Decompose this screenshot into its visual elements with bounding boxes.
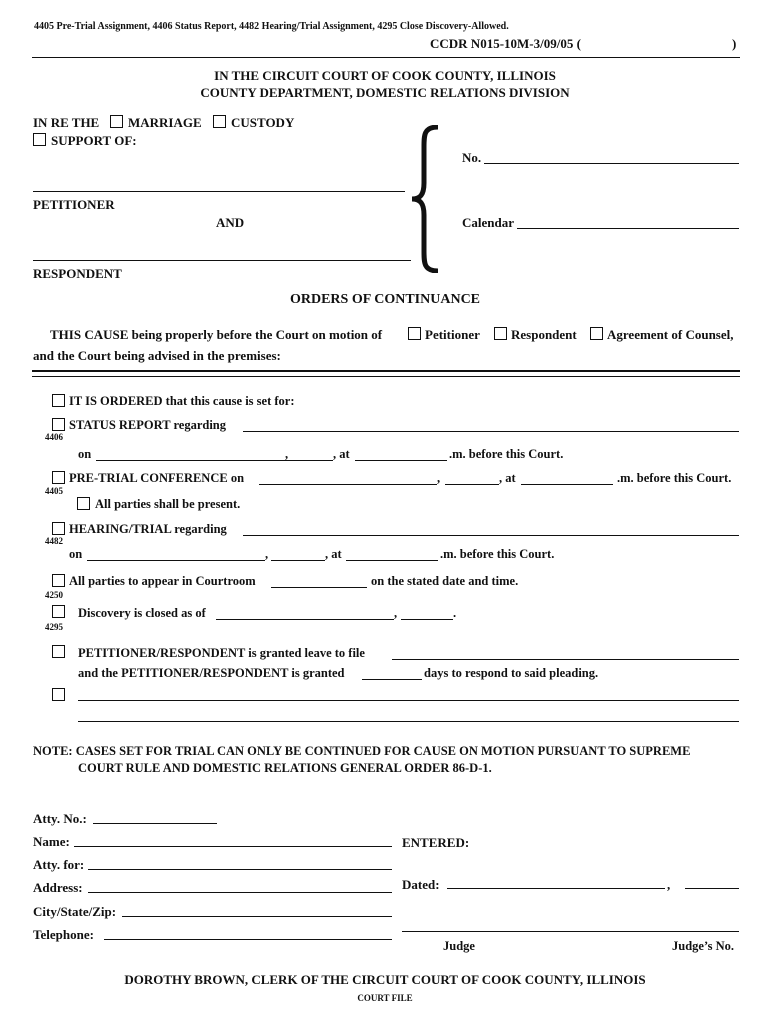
- hearing-trial-checkbox[interactable]: [52, 522, 65, 535]
- courtroom-label: All parties to appear in Courtroom: [69, 574, 256, 588]
- case-no-label: No.: [462, 150, 482, 165]
- discovery-period: .: [453, 606, 457, 620]
- status-m-before: .m. before this Court.: [449, 447, 564, 461]
- discovery-checkbox[interactable]: [52, 605, 65, 618]
- dated-comma: ,: [667, 877, 671, 892]
- leave-to-file-label: PETITIONER/RESPONDENT is granted leave to file: [78, 646, 365, 660]
- motion-line2: and the Court being advised in the premises:: [33, 348, 281, 363]
- pretrial-label: PRE-TRIAL CONFERENCE on: [69, 471, 245, 485]
- hearing-time-field[interactable]: [346, 560, 438, 561]
- status-comma: ,: [285, 447, 289, 461]
- header-rule: [32, 57, 740, 58]
- petitioner-label: PETITIONER: [33, 197, 115, 212]
- court-name: IN THE CIRCUIT COURT OF COOK COUNTY, ILLINOIS: [214, 68, 556, 83]
- hearing-on-label: on: [69, 547, 83, 561]
- leave-to-file-checkbox[interactable]: [52, 645, 65, 658]
- form-id-close: ): [732, 36, 737, 51]
- telephone-label: Telephone:: [33, 927, 94, 942]
- pretrial-checkbox[interactable]: [52, 471, 65, 484]
- atty-for-label: Atty. for:: [33, 857, 85, 872]
- case-no-field[interactable]: [484, 163, 739, 164]
- pretrial-year-field[interactable]: [445, 484, 499, 485]
- hearing-comma: ,: [265, 547, 269, 561]
- calendar-field[interactable]: [517, 228, 739, 229]
- status-report-checkbox[interactable]: [52, 418, 65, 431]
- atty-no-field[interactable]: [93, 823, 217, 824]
- name-label: Name:: [33, 834, 70, 849]
- caption-brace-icon: [410, 125, 454, 273]
- pretrial-m-before: .m. before this Court.: [617, 471, 732, 485]
- status-report-regarding-field[interactable]: [243, 431, 739, 432]
- court-file-label: COURT FILE: [357, 993, 413, 1003]
- form-codes-line: 4405 Pre-Trial Assignment, 4406 Status Report, 4482 Hearing/Trial Assignment, 4295 Close Discovery-Allowed.: [34, 21, 509, 32]
- dated-year-field[interactable]: [685, 888, 739, 889]
- hearing-trial-label: HEARING/TRIAL regarding: [69, 522, 227, 536]
- other-order-line-1[interactable]: [78, 700, 739, 701]
- address-label: Address:: [33, 880, 83, 895]
- code-4405: 4405: [45, 486, 63, 496]
- support-checkbox[interactable]: [33, 133, 46, 146]
- custody-checkbox[interactable]: [213, 115, 226, 128]
- days-label-a: and the PETITIONER/RESPONDENT is granted: [78, 666, 345, 680]
- it-is-ordered-text: IT IS ORDERED that this cause is set for:: [69, 394, 295, 408]
- hearing-year-field[interactable]: [271, 560, 325, 561]
- discovery-comma: ,: [394, 606, 398, 620]
- calendar-label: Calendar: [462, 215, 514, 230]
- respondent-name-line[interactable]: [33, 260, 411, 261]
- leave-to-file-field[interactable]: [392, 659, 739, 660]
- discovery-date-field[interactable]: [216, 619, 394, 620]
- city-field[interactable]: [122, 916, 392, 917]
- clerk-footer: DOROTHY BROWN, CLERK OF THE CIRCUIT COURT OF COOK COUNTY, ILLINOIS: [124, 972, 646, 987]
- status-date-field[interactable]: [96, 460, 284, 461]
- code-4250: 4250: [45, 590, 63, 600]
- marriage-checkbox[interactable]: [110, 115, 123, 128]
- city-label: City/State/Zip:: [33, 904, 117, 919]
- petitioner-name-line[interactable]: [33, 191, 405, 192]
- marriage-label: MARRIAGE: [128, 115, 202, 130]
- dated-label: Dated:: [402, 877, 440, 892]
- code-4406: 4406: [45, 432, 63, 442]
- status-year-field[interactable]: [279, 460, 333, 461]
- order-rule-bottom: [32, 376, 740, 377]
- status-at-label: , at: [333, 447, 350, 461]
- motion-respondent-checkbox[interactable]: [494, 327, 507, 340]
- and-label: AND: [216, 215, 245, 230]
- respondent-label: RESPONDENT: [33, 266, 122, 281]
- support-label: SUPPORT OF:: [51, 133, 137, 148]
- other-order-line-2[interactable]: [78, 721, 739, 722]
- order-rule-top: [32, 370, 740, 372]
- pretrial-comma: ,: [437, 471, 441, 485]
- hearing-date-field[interactable]: [87, 560, 265, 561]
- judges-no-label: Judge’s No.: [672, 939, 735, 953]
- status-on-label: on: [78, 447, 92, 461]
- pretrial-date-field[interactable]: [259, 484, 437, 485]
- pretrial-time-field[interactable]: [521, 484, 613, 485]
- judge-signature-line[interactable]: [402, 931, 739, 932]
- hearing-m-before: .m. before this Court.: [440, 547, 555, 561]
- discovery-year-field[interactable]: [401, 619, 453, 620]
- court-division: COUNTY DEPARTMENT, DOMESTIC RELATIONS DIVISION: [200, 85, 570, 100]
- courtroom-suffix: on the stated date and time.: [371, 574, 519, 588]
- form-id: CCDR N015-10M-3/09/05 (: [430, 36, 581, 51]
- note-line-1: NOTE: CASES SET FOR TRIAL CAN ONLY BE CONTINUED FOR CAUSE ON MOTION PURSUANT TO SUPREME: [33, 744, 691, 758]
- code-4295: 4295: [45, 622, 63, 632]
- courtroom-checkbox[interactable]: [52, 574, 65, 587]
- entered-label: ENTERED:: [402, 835, 470, 850]
- name-field[interactable]: [74, 846, 392, 847]
- motion-petitioner-label: Petitioner: [425, 327, 480, 342]
- status-report-label: STATUS REPORT regarding: [69, 418, 226, 432]
- in-re-label: IN RE THE: [33, 115, 100, 130]
- dated-field[interactable]: [447, 888, 665, 889]
- code-4482: 4482: [45, 536, 63, 546]
- days-label-b: days to respond to said pleading.: [424, 666, 599, 680]
- judge-label: Judge: [443, 939, 475, 953]
- address-field[interactable]: [88, 892, 392, 893]
- motion-text: THIS CAUSE being properly before the Court on motion of: [50, 327, 383, 342]
- motion-agreement-label: Agreement of Counsel,: [607, 327, 734, 342]
- it-is-ordered-checkbox[interactable]: [52, 394, 65, 407]
- hearing-regarding-field[interactable]: [243, 535, 739, 536]
- all-parties-present-label: All parties shall be present.: [95, 497, 241, 511]
- days-field[interactable]: [362, 679, 422, 680]
- motion-respondent-label: Respondent: [511, 327, 577, 342]
- status-time-field[interactable]: [355, 460, 447, 461]
- discovery-label: Discovery is closed as of: [78, 606, 206, 620]
- other-order-checkbox[interactable]: [52, 688, 65, 701]
- motion-agreement-checkbox[interactable]: [590, 327, 603, 340]
- telephone-field[interactable]: [104, 939, 392, 940]
- all-parties-present-checkbox[interactable]: [77, 497, 90, 510]
- custody-label: CUSTODY: [231, 115, 295, 130]
- hearing-at-label: , at: [325, 547, 342, 561]
- atty-no-label: Atty. No.:: [33, 811, 87, 826]
- note-line-2: COURT RULE AND DOMESTIC RELATIONS GENERAL ORDER 86-D-1.: [78, 761, 492, 775]
- courtroom-field[interactable]: [271, 587, 367, 588]
- atty-for-field[interactable]: [88, 869, 392, 870]
- document-title: ORDERS OF CONTINUANCE: [289, 292, 481, 307]
- motion-petitioner-checkbox[interactable]: [408, 327, 421, 340]
- pretrial-at-label: , at: [499, 471, 516, 485]
